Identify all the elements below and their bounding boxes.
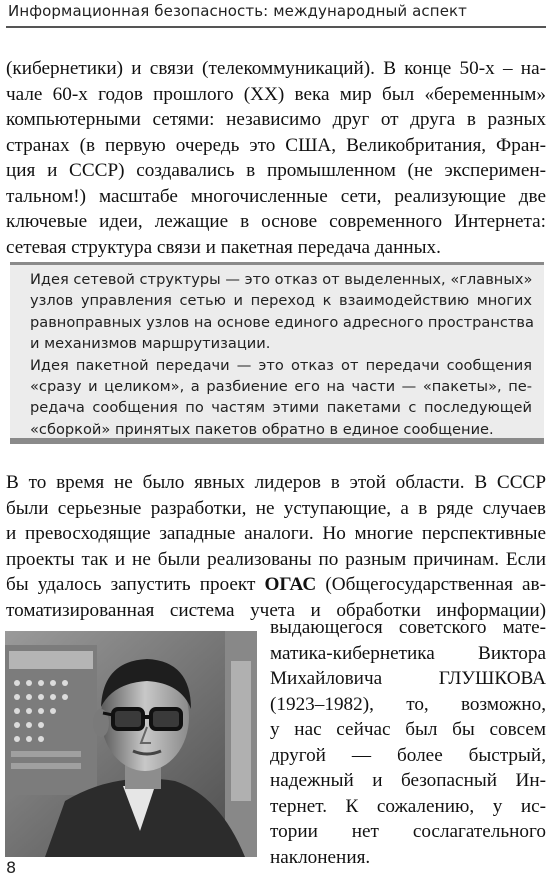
text-line: ция и СССР) создавались в промышленном (не эксперимен-: [6, 160, 546, 181]
text-line: (кибернетики) и связи (телекоммуникаций). В конце 50-х – на-: [6, 58, 546, 79]
text-line: чале 60-х годов прошлого (XX) века мир был «беременным»: [6, 83, 546, 105]
text-line: у нас сейчас был бы совсем: [270, 719, 546, 740]
text-line: сетевая структура связи и пакетная передача данных.: [6, 236, 441, 258]
text-line: другой — более быстрый,: [270, 744, 546, 766]
text-line: тернет. К сожалению, у ис-: [270, 795, 546, 817]
text-line: (1923–1982), то, возможно,: [270, 693, 546, 715]
running-header: Информационная безопасность: международный аспект: [8, 2, 468, 20]
text-line: редача сообщения по частям этими пакетами с последующей: [30, 399, 532, 417]
definition-callout: [10, 262, 544, 444]
text-line: проекты так и не были реализованы по разным причинам. Если: [6, 548, 546, 570]
header-rule: [6, 26, 546, 28]
text-line: узлов управления сетью и переход к взаимодействию многих: [30, 292, 532, 310]
callout-paragraph-packet: [30, 355, 532, 441]
text-line: компьютерными сетями: независимо друг от друга в разных: [6, 109, 546, 130]
text-line: «сборкой» принятых пакетов обратно в единое сообщение.: [30, 420, 494, 438]
text-line: равноправных узлов на основе единого адресного пространства: [30, 313, 534, 331]
text-line: наклонения.: [270, 846, 371, 868]
text-line: ключевые идеи, лежащие в основе современного Интернета:: [6, 211, 546, 232]
text-line: тории нет сослагательного: [270, 821, 546, 842]
page-number: 8: [6, 858, 17, 877]
text-line: надежный и безопасный Ин-: [270, 770, 546, 791]
text-line: Идея пакетной передачи — это отказ от передачи сообщения: [30, 356, 532, 374]
text-run: (Общегосударственная ав-: [316, 574, 546, 595]
text-line: выдающегося советского мате-: [270, 617, 546, 638]
portrait-photo: [5, 631, 257, 857]
text-line: Идея сетевой структуры — это отказ от выделенных, «главных»: [30, 271, 533, 288]
text-line: матика-кибернетика Виктора: [270, 642, 546, 664]
paragraph-2: [6, 470, 546, 623]
text-line: [6, 572, 546, 598]
text-line: Михайловича ГЛУШКОВА: [270, 668, 546, 689]
callout-paragraph-network: [30, 269, 532, 355]
portrait-illustration: [5, 631, 257, 857]
paragraph-1: [6, 56, 546, 260]
text-run: бы удалось запустить проект: [6, 574, 265, 595]
text-line: тальном!) масштабе многочисленные сети, реализующие две: [6, 185, 546, 207]
text-line: были серьезные разработки, не уступающие, а в ряде случаев: [6, 497, 546, 519]
text-line: странах (в первую очередь это США, Великобритания, Фран-: [6, 134, 546, 156]
text-line: и механизмов маршрутизации.: [30, 335, 271, 353]
text-line: и превосходящие западные аналоги. Но многие перспективные: [6, 523, 546, 544]
text-line: В то время не было явных лидеров в этой области. В СССР: [6, 472, 546, 493]
paragraph-3: [270, 615, 546, 870]
text-line: «сразу и целиком», а разбиение его на части — «пакеты», пе-: [30, 378, 532, 396]
text-line: томатизированная система учета и обработки информации): [6, 599, 546, 621]
ogas-term: ОГАС: [264, 574, 317, 595]
